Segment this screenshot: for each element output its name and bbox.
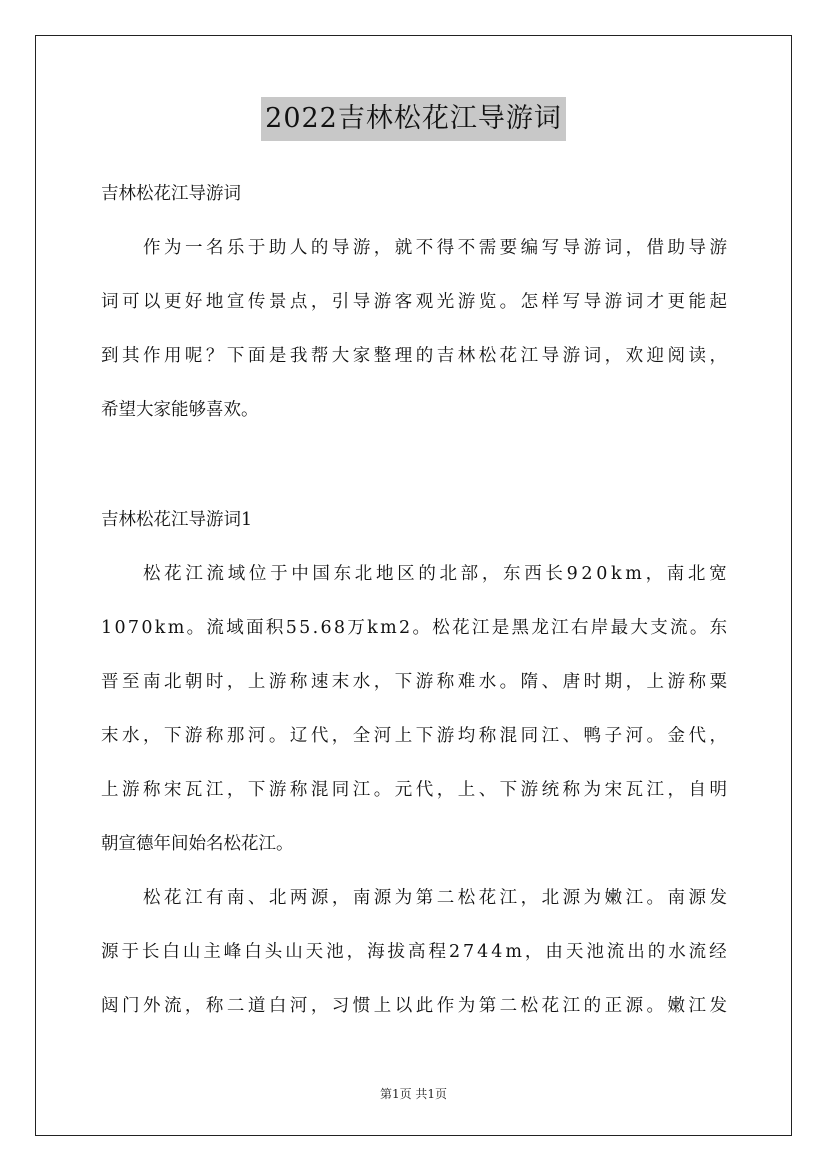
para1-text-2: 1070km。流域面积55.68万km2。松花江是黑龙江右岸最大支流。东 (101, 618, 730, 638)
page-footer: 第1页 共1页 (379, 1087, 448, 1101)
para1-line-1 (143, 562, 731, 586)
para2-line-2 (101, 940, 730, 964)
para1-text-5: 上游称宋瓦江，下游称混同江。元代，上、下游统称为宋瓦江，自明 (101, 780, 731, 800)
para2-line-1 (143, 886, 731, 910)
intro-text-2: 词可以更好地宣传景点，引导游客观光游览。怎样写导游词才更能起 (101, 292, 731, 312)
para1-line-6: 朝宣德年间始名松花江。 (101, 834, 294, 854)
para2-text-3: 闼门外流，称二道白河，习惯上以此作为第二松花江的正源。嫩江发 (101, 996, 731, 1016)
document-title: 2022吉林松花江导游词 (261, 97, 566, 141)
intro-text-3: 到其作用呢？下面是我帮大家整理的吉林松花江导游词，欢迎阅读， (101, 346, 731, 366)
title-container (0, 97, 827, 141)
intro-line-1 (143, 236, 731, 260)
para1-line-3 (101, 670, 731, 694)
para1-text-4: 末水，下游称那河。辽代，全河上下游均称混同江、鸭子河。金代， (101, 726, 731, 746)
para2-text-1: 松花江有南、北两源，南源为第二松花江，北源为嫩江。南源发 (143, 888, 731, 908)
subtitle: 吉林松花江导游词 (101, 184, 241, 204)
para2-line-3 (101, 994, 731, 1018)
intro-line-2 (101, 290, 731, 314)
para1-line-5 (101, 778, 731, 802)
para2-text-2: 源于长白山主峰白头山天池，海拔高程2744m，由天池流出的水流经 (101, 942, 730, 962)
intro-text-1: 作为一名乐于助人的导游，就不得不需要编写导游词，借助导游 (143, 238, 731, 258)
para1-line-4 (101, 724, 731, 748)
para1-text-1: 松花江流域位于中国东北地区的北部，东西长920km，南北宽 (143, 564, 731, 584)
intro-line-4: 希望大家能够喜欢。 (101, 400, 259, 420)
para1-line-2 (101, 616, 730, 640)
para1-text-3: 晋至南北朝时，上游称速末水，下游称难水。隋、唐时期，上游称粟 (101, 672, 731, 692)
section-heading-1: 吉林松花江导游词1 (101, 510, 253, 530)
intro-line-3 (101, 344, 731, 368)
